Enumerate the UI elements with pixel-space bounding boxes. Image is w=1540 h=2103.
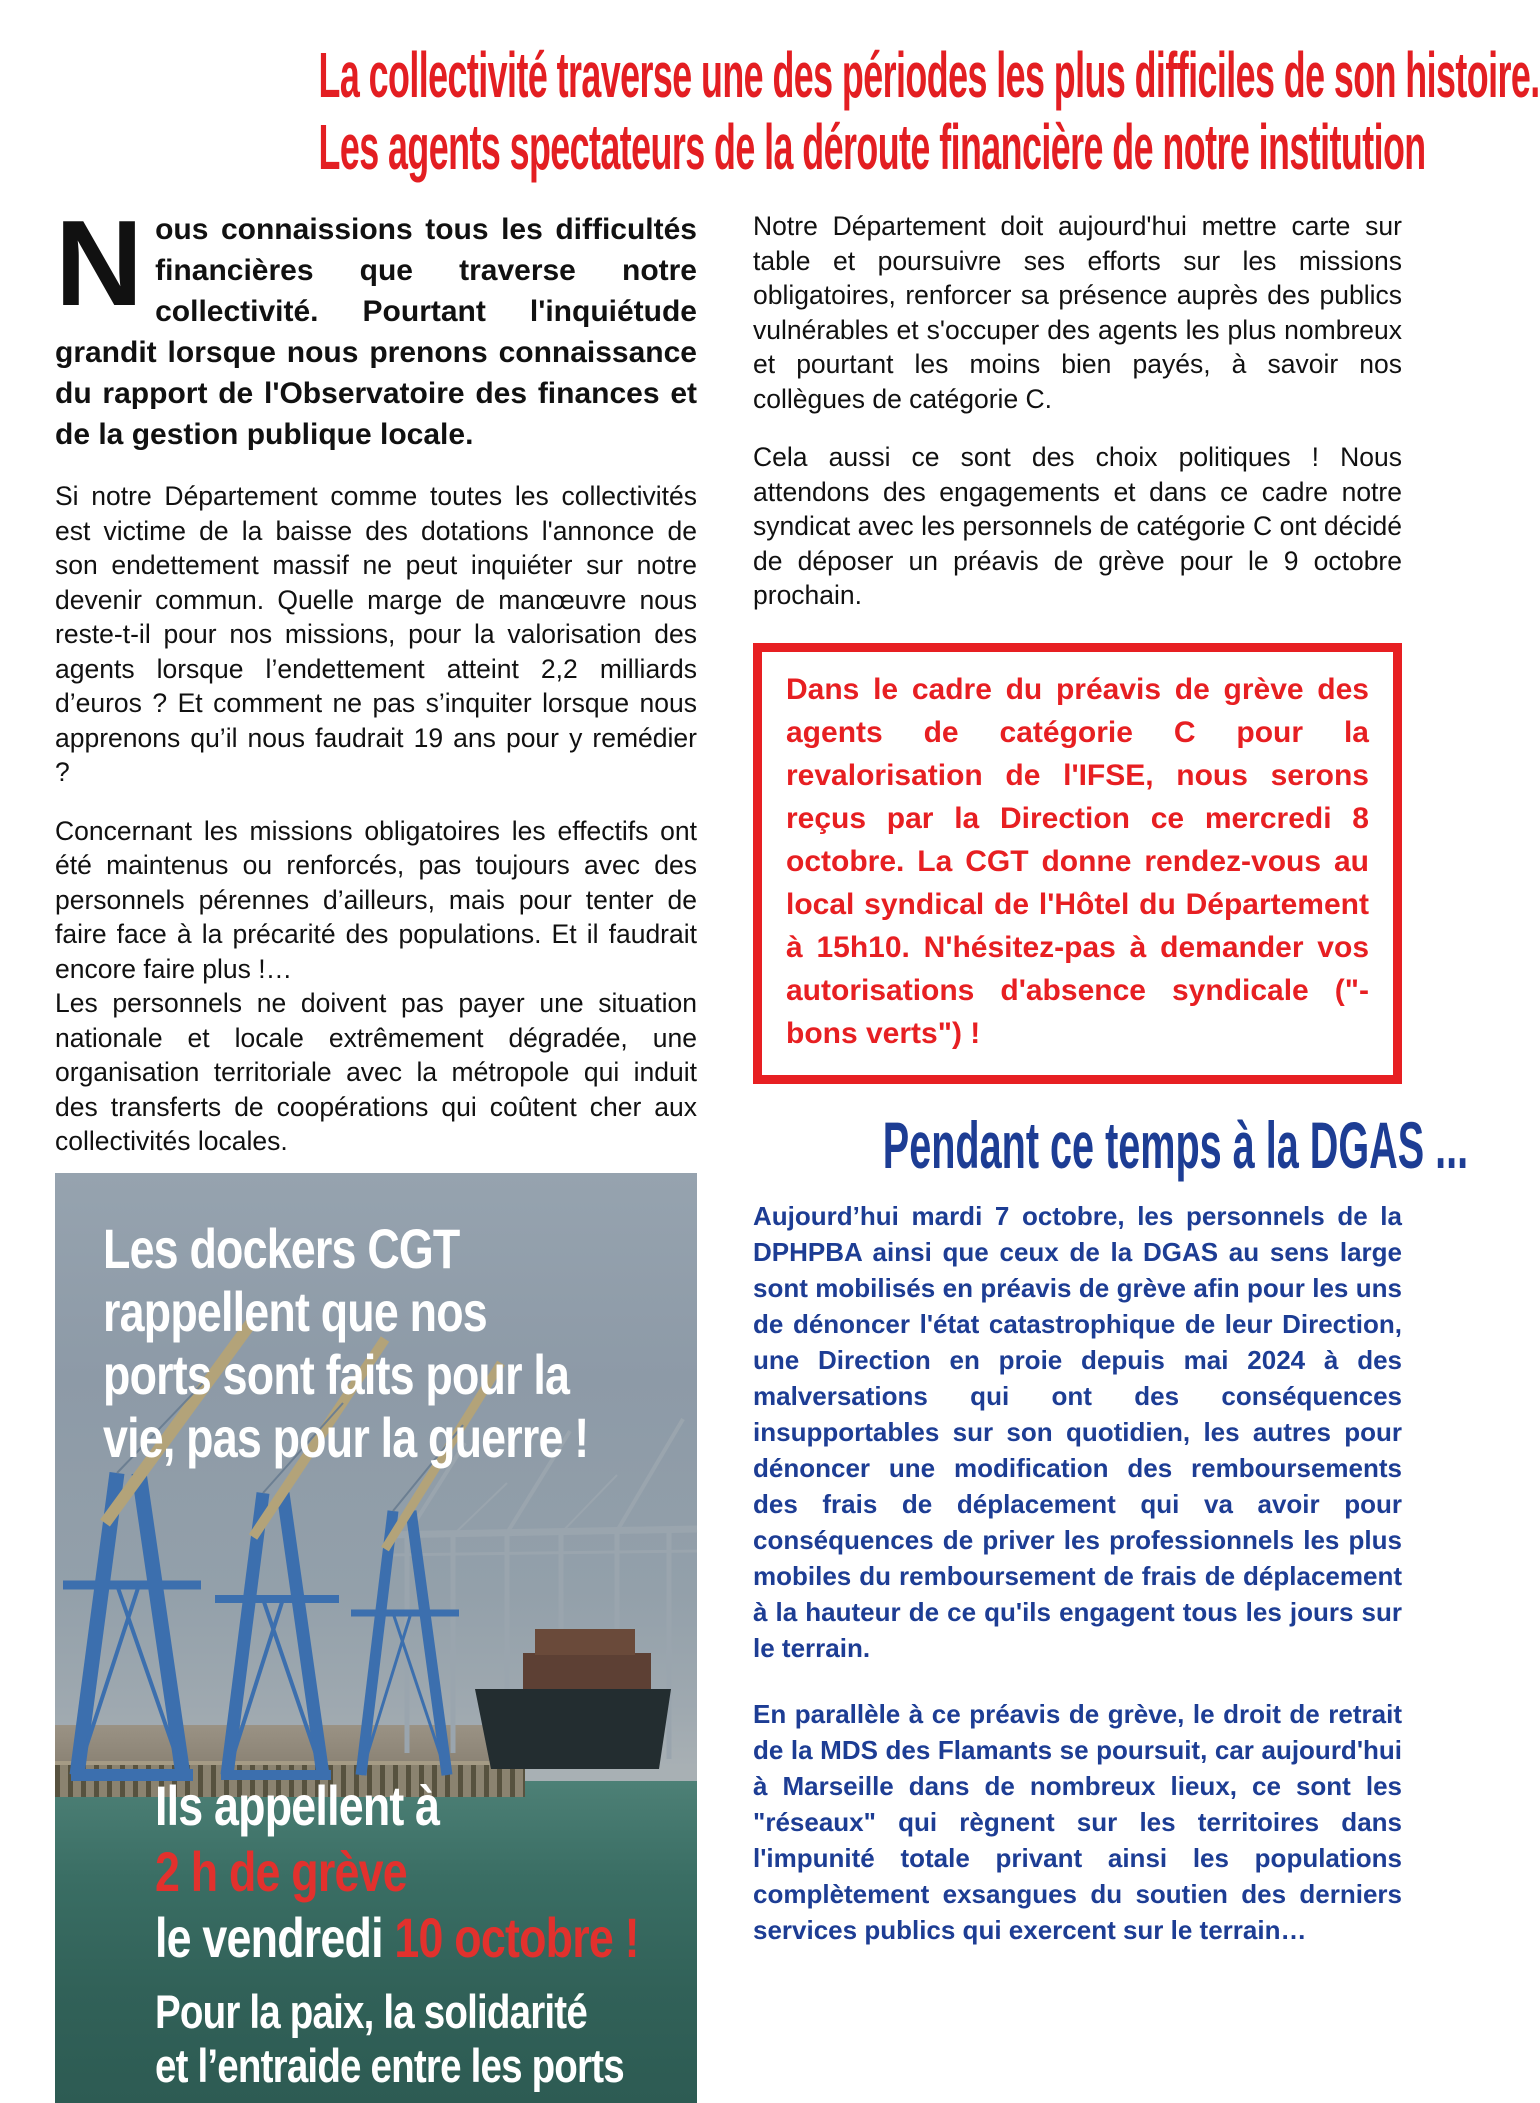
poster-footer-line1: Pour la paix, la solidarité	[155, 1984, 587, 2038]
page-title-line-2: Les agents spectateurs de la déroute financière de notre institution	[318, 110, 1426, 183]
paragraph-choix-politiques: Cela aussi ce sont des choix politiques ! Nous attendons des engagements et dans ce cadre notre syndicat avec les personnels de catégorie C ont décidé de déposer un préavis de grève pour le 9 octobre prochain.	[753, 442, 1402, 611]
intro-paragraph-text: ous connaissions tous les difficultés financières que traverse notre collectivité. Pourtant l'inquiétude grandit lorsque nous prenons connaissance du rapport de l'Observatoire des finances et de la gestion publique locale.	[55, 213, 697, 452]
page-title-line-1: La collectivité traverse une des périodes les plus difficiles de son histoire.	[318, 39, 1540, 111]
strike-notice-box: Dans le cadre du préavis de grève des agents de catégorie C pour la revalorisation de l'IFSE, nous serons reçus par la Direction ce mercredi 8 octobre. La CGT donne rendez-vous au local syndical de l'Hôtel du Département à 15h10. N'hésitez-pas à demander vos autorisations d'absence syndicale ("-bons verts") !	[753, 643, 1402, 1084]
intro-paragraph	[55, 195, 697, 455]
poster-headline-line: ports sont faits pour la	[103, 1342, 570, 1406]
dgas-paragraph-1: Aujourd’hui mardi 7 octobre, les personnels de la DPHPBA ainsi que ceux de la DGAS au sens large sont mobilisés en préavis de grève afin pour les uns de dénoncer l'état catastrophique de leur Direction, une Direction en proie depuis mai 2024 à des malversations qui ont des conséquences insupportables sur son quotidien, les autres pour dénoncer une modification des remboursements des frais de déplacement qui va avoir pour conséquences de priver les professionnels les plus mobiles du remboursement de frais de déplacement à la hauteur de ce qu'ils engagent tous les jours sur le terrain.	[753, 1200, 1402, 1663]
masthead	[0, 0, 1540, 183]
paragraph-personnels: Les personnels ne doivent pas payer une situation nationale et locale extrêmement dégradée, une organisation territoriale avec la métropole qui induit des transferts de coopérations qui coûtent cher aux collectivités locales.	[55, 988, 697, 1157]
poster-headline-line: rappellent que nos	[103, 1279, 487, 1343]
poster-footer-line2: et l’entraide entre les ports	[155, 2038, 624, 2092]
paragraph-departement: Notre Département doit aujourd'hui mettre carte sur table et poursuivre ses efforts sur les missions obligatoires, renforcer sa présence auprès des publics vulnérables et s'occuper des agents les plus nombreux et pourtant les moins bien payés, à savoir nos collègues de catégorie C.	[753, 211, 1402, 414]
poster-call-line3-white: le vendredi	[155, 1905, 395, 1969]
poster-footer	[155, 1985, 727, 2093]
dgas-paragraph-2: En parallèle à ce préavis de grève, le droit de retrait de la MDS des Flamants se poursuit, car aujourd'hui à Marseille dans de nombreux lieux, ce sont les "réseaux" qui règnent sur les territoires dans l'impunité totale privant ainsi les populations complètement exsangues du soutien des derniers services publics qui exercent sur le terrain…	[753, 1698, 1402, 1945]
dgas-section-heading: Pendant ce temps à la DGAS ...	[882, 1107, 1469, 1182]
poster-strike-call	[155, 1773, 760, 1971]
poster-call-line2: 2 h de grève	[155, 1839, 407, 1903]
two-column-layout	[55, 195, 1469, 2103]
poster-headline-line: vie, pas pour la guerre !	[103, 1405, 589, 1469]
dropcap-letter: N	[55, 195, 144, 332]
poster-headline	[103, 1217, 710, 1469]
poster-call-line3	[155, 1905, 639, 1971]
poster-call-line3-red: 10 octobre !	[394, 1905, 639, 1969]
poster-call-line1: Ils appellent à	[155, 1773, 440, 1837]
dockers-poster	[55, 1173, 697, 2103]
right-column	[753, 209, 1469, 1948]
poster-headline-line: Les dockers CGT	[103, 1216, 460, 1280]
paragraph-missions: Concernant les missions obligatoires les effectifs ont été maintenus ou renforcés, pas toujours avec des personnels pérennes d’ailleurs, mais pour tenter de faire face à la précarité des populations. Et il faudrait encore faire plus !…	[55, 815, 697, 984]
left-column	[55, 195, 697, 2103]
paragraph-debt: Si notre Département comme toutes les collectivités est victime de la baisse des dotations l'annonce de son endettement massif ne peut inquiéter sur notre devenir commun. Quelle marge de manœuvre nous reste-t-il pour nos missions, pour la valorisation des agents lorsque l’endettement atteint 2,2 milliards d’euros ? Et comment ne pas s’inquiter lorsque nous apprenons qu’il nous faudrait 19 ans pour y remédier ?	[55, 481, 697, 788]
